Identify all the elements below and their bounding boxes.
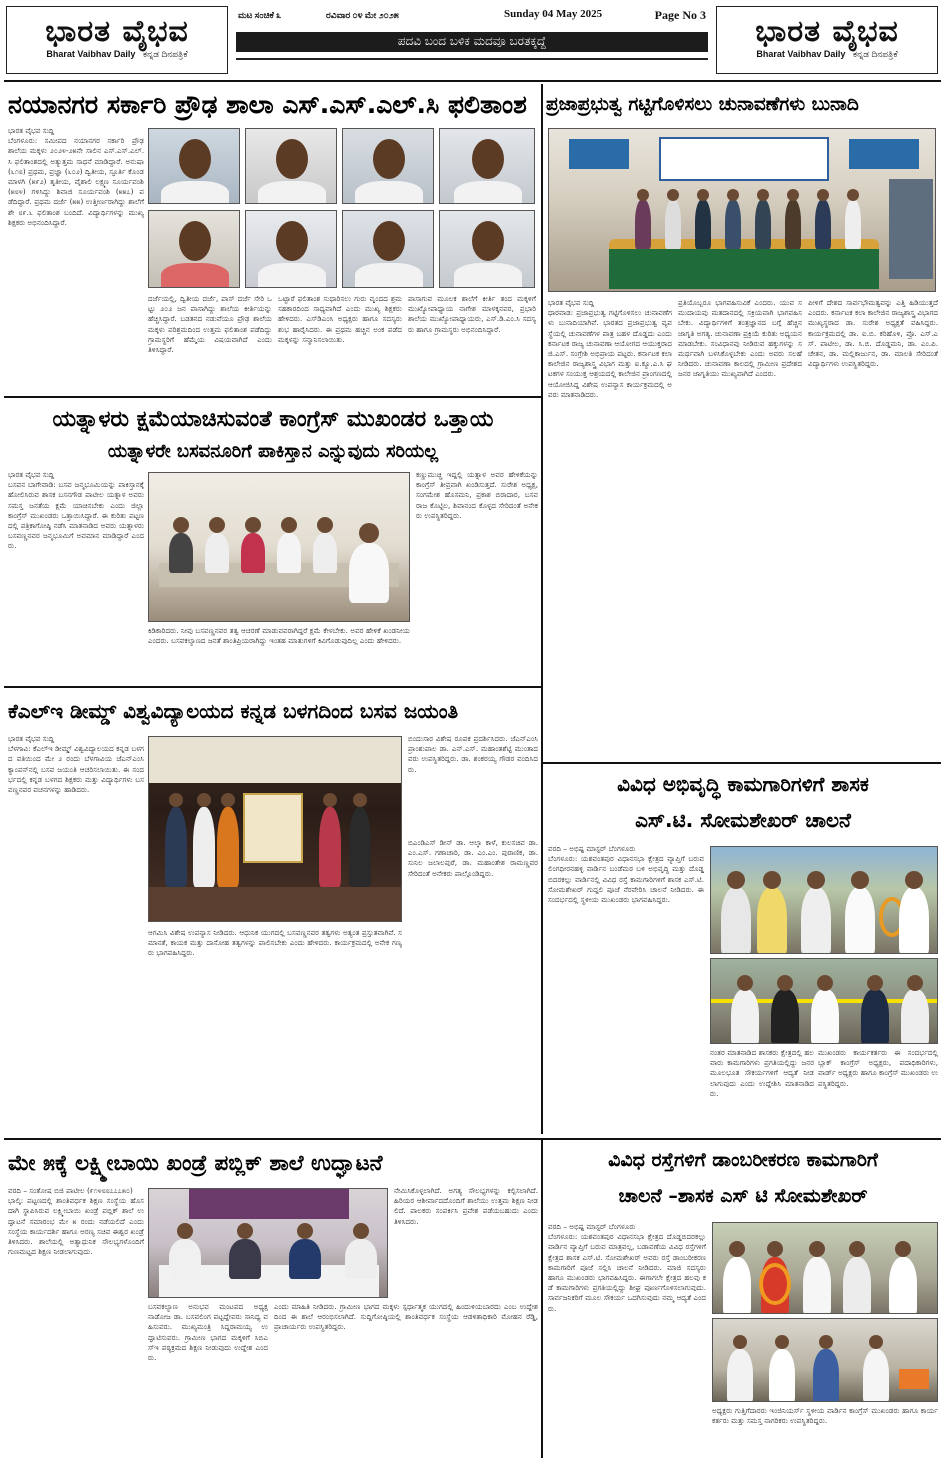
divider [543, 762, 941, 764]
headline-line-2: ಎಸ್.ಟಿ. ಸೋಮಶೇಖರ್ ಚಾಲನೆ [635, 808, 851, 832]
column-divider [541, 84, 543, 1134]
article-congress-column-1 [8, 470, 144, 680]
article-sslc-column-3: ಒಟ್ಟಾರೆ ಫಲಿತಾಂಶ ಸುಧಾರಿಸಲು ಗುರು ವೃಂದದ ಶ್ರಮ ಸಹಕಾರದಿಂದ ಸಾಧ್ಯವಾಗಿದೆ ಎಂದು ಮುಖ್ಯ ಶಿಕ್ಷಕರು ಹೇಳಿದರು. ಎಸ್‌ಡಿಎಂಸಿ ಅಧ್ಯಕ್ಷರು ಹಾಗೂ ಸದಸ್ಯರು ಶುಭ ಹಾರೈಸಿದರು. ಈ ಪ್ರಥಮ ಹಚ್ಚಿನ ಅಂಕ ಪಡೆದ ಮಕ್ಕಳನ್ನು ಸನ್ಮಾನಿಸಲಾಯಿತು. [278, 294, 402, 344]
byline: ಭಾರತ ವೈಭವ ಸುದ್ದಿ [8, 734, 55, 743]
masthead-subtitle-kn-right: ಕನ್ನಡ ದಿನಪತ್ರಿಕೆ [852, 49, 898, 59]
student-photo-grid [146, 128, 538, 288]
student-photo [245, 128, 337, 204]
byline: ವರದಿ – ಅಭಿಷ್ಟ ಮಾಸ್ಟರ್ ಬೆಂಗಳೂರು [548, 1222, 636, 1231]
byline: ಭಾರತ ವೈಭವ ಸುದ್ದಿ [8, 126, 55, 135]
headline-democracy-elections: ಪ್ರಜಾಪ್ರಭುತ್ವ ಗಟ್ಟಿಗೊಳಿಸಲು ಚುನಾವಣೆಗಳು ಬುನಾದಿ [546, 94, 859, 115]
event-photo-election-lecture [548, 128, 936, 292]
article-congress-column-2: ಕಣ್ಣುಮುಚ್ಚಿ ಇದ್ದಲ್ಲಿ ಯತ್ನಾಳ ಅವರ ಹೇಳಿಕೆಯನ್ನು ಕಾಂಗ್ರೆಸ್ ತೀವ್ರವಾಗಿ ಖಂಡಿಸುತ್ತದೆ. ಸುರೇಶ ಅಧ್ಯಕ್ಷ, ಸಂಗಮೇಶ ಹೊಸಮನಿ, ಪ್ರಕಾಶ ಬಿರಾದಾರ, ಬಸವರಾಜ ಕೊಟ್ಟಿಲ, ಶಿವಾನಂದ ಕೊಳ್ಳದ ಸೇರಿದಂತೆ ಅನೇಕರು ಉಪಸ್ಥಿತರಿದ್ದರು. [416, 470, 538, 520]
masthead-left [6, 6, 228, 74]
byline: ವರದಿ – ಸಂತೋಷ ಬಿಜಿ ಪಾಟೀಲ (೯೧೪೮೮೭೭೭೫೦) [8, 1186, 133, 1195]
article-road-column-2: ಅಧ್ಯಕ್ಷರು ಗುತ್ತಿಗೆದಾರರು ಇಂಜಿನಿಯರ್ಸ್ ಸ್ಥಳೀಯ ವಾರ್ಡಿನ ಕಾಂಗ್ರೆಸ್ ಮುಖಂಡರು ಹಾಗೂ ಕಾರ್ಯಕರ್ತರು ಮತ್ತು ಸಮಸ್ತ ನಾಗರಿಕರು ಉಪಸ್ಥಿತರಿದ್ದರು. [712, 1406, 938, 1426]
article-body: ಬೆಂಗಳೂರು: ಯಶವಂತಪುರ ವಿಧಾನಸಭಾ ಕ್ಷೇತ್ರದ ದೊಡ್ಡಬಿದರಕಲ್ಲು ವಾರ್ಡಿನ ವ್ಯಾಪ್ತಿಗೆ ಬರುವ ಮಾತ್ರವಲ್ಲ, ಬಡಾವಣೆಯ ವಿವಿಧ ರಸ್ತೆಗಳಿಗೆ ಕ್ಷೇತ್ರದ ಶಾಸಕ ಎಸ್.ಟಿ. ಸೋಮಶೇಖರ್ ಅವರು ರಸ್ತೆ ಡಾಂಬರೀಕರಣ ಕಾಮಗಾರಿಗೆ ಪೂಜೆ ಸಲ್ಲಿಸಿ ಚಾಲನೆ ನೀಡಿದರು. ಮಾಜಿ ಸದಸ್ಯರು ಹಾಗೂ ಮುಖಂಡರು ಭಾಗವಹಿಸಿದ್ದರು. ಈಗಾಗಲೇ ಕ್ಷೇತ್ರದ ಹಲವು ಕಡೆ ಕಾಮಗಾರಿಗಳು ಪ್ರಗತಿಯಲ್ಲಿದ್ದು ಶೀಘ್ರ ಪೂರ್ಣಗೊಳಿಸಲಾಗುವುದು. ಸಾರ್ವಜನಿಕರಿಗೆ ಮೂಲ ಸೌಕರ್ಯ ಒದಗಿಸುವುದು ನಮ್ಮ ಆದ್ಯತೆ ಎಂದರು. [548, 1232, 706, 1313]
article-development-column-3: ಮುಖಂಡರು ಕಾರ್ಯಕರ್ತರು ಈ ಸಂದರ್ಭದಲ್ಲಿ ಬ್ಲಾಕ್ ಕಾಂಗ್ರೆಸ್ ಅಧ್ಯಕ್ಷರು, ಪದಾಧಿಕಾರಿಗಳು, ವಾರ್ಡ್ ಅಧ್ಯಕ್ಷರು ಹಾಗೂ ಕಾಂಗ್ರೆಸ್ ಮುಖಂಡರು ಉಪಸ್ಥಿತರಿದ್ದರು. [818, 1048, 938, 1088]
article-body: ಬೆಂಗಳೂರು: ಯಶವಂತಪುರ ವಿಧಾನಸಭಾ ಕ್ಷೇತ್ರದ ವ್ಯಾಪ್ತಿಗೆ ಬರುವ ಲಿಂಗಧೀರನಹಳ್ಳಿ ವಾರ್ಡಿನ ಬಂಡೆಮಠ ಬಳಿ ಅಭಿವೃದ್ಧಿ ಮತ್ತು ದೊಡ್ಡ ಬಿದರಕಲ್ಲು ವಾರ್ಡಿನಲ್ಲಿ ವಿವಿಧ ರಸ್ತೆ ಕಾಮಗಾರಿಗಳಿಗೆ ಶಾಸಕ ಎಸ್.ಟಿ. ಸೋಮಶೇಖರ್ ಗುದ್ದಲಿ ಪೂಜೆ ನೆರವೇರಿಸಿ ಚಾಲನೆ ನೀಡಿದರು. ಈ ಸಂದರ್ಭದಲ್ಲಿ ಸ್ಥಳೀಯ ಮುಖಂಡರು ಭಾಗವಹಿಸಿದ್ದರು. [548, 854, 704, 905]
headline-school-inauguration: ಮೇ ೫ಕ್ಕೆ ಲಕ್ಷ್ಮೀಬಾಯಿ ಖಂಡ್ರೆ ಪಬ್ಲಿಕ್ ಶಾಲೆ ಉದ್ಘಾಟನೆ [8, 1151, 383, 1176]
article-school-column-4: ನೇಮಿಸಿಕೊಳ್ಳಲಾಗಿದೆ. ಅಗತ್ಯ ಸೌಲಭ್ಯಗಳನ್ನು ಕಲ್ಪಿಸಲಾಗಿದೆ. ಹಿರಿಯರ ಆಶೀರ್ವಾದದೊಂದಿಗೆ ಶಾಲೆಯು ಉತ್ತಮ ಶಿಕ್ಷಣ ನೀಡಲಿದೆ. ಪಾಲಕರು ಸಂಪರ್ಕಿಸಿ ಪ್ರವೇಶ ಪಡೆಯಬಹುದು ಎಂದು ತಿಳಿಸಿದರು. [394, 1186, 538, 1226]
article-sslc-column-4: ಪಾಸಾಗುವ ಮೂಲಕ ಶಾಲೆಗೆ ಕೀರ್ತಿ ತಂದ ಮಕ್ಕಳಿಗೆ ಮುಖ್ಯೋಪಾಧ್ಯಾಯ ನಾಗೇಶ ಮಾಳಕ್ಕನವರ, ಪ್ರಭಾರಿ ಶಾಲೆಯ ಮುಖ್ಯೋಪಾಧ್ಯಾಯರು, ಎಸ್.ಡಿ.ಎಂ.ಸಿ ಸದಸ್ಯರು ಹಾಗೂ ಗ್ರಾಮಸ್ಥರು ಅಭಿನಂದಿಸಿದ್ದಾರೆ. [408, 294, 536, 334]
article-basava-column-1 [8, 734, 144, 1134]
divider [4, 686, 541, 688]
tagline-banner: ಪದವಿ ಬಂದ ಬಳಿಕ ಮದವೂ ಬರತಕ್ಕದ್ದೆ [236, 32, 708, 52]
school-press-meet-photo [148, 1188, 388, 1298]
student-photo [342, 128, 434, 204]
headline-congress-demand: ಯತ್ನಾಳರು ಕ್ಷಮೆಯಾಚಿಸುವಂತೆ ಕಾಂಗ್ರೆಸ್ ಮುಖಂಡರ ಒತ್ತಾಯ [52, 407, 494, 432]
masthead-rule [236, 58, 708, 60]
article-democracy-column-2: ಪ್ರತಿಯೊಬ್ಬರೂ ಭಾಗವಹಿಸುವಿಕೆ ಎಂದರು. ಯುವ ಸಮುದಾಯವು ಮತದಾನದಲ್ಲಿ ಸಕ್ರಿಯವಾಗಿ ಭಾಗವಹಿಸಬೇಕು. ವಿದ್ಯಾರ್ಥಿಗಳಿಗೆ ತಂತ್ರಜ್ಞಾನದ ಬಗ್ಗೆ ಹೆಚ್ಚಿನ ಜಾಗೃತಿ ಅಗತ್ಯ. ಚುನಾವಣಾ ಪ್ರಕ್ರಿಯೆ ಕುರಿತು ಅಧ್ಯಯನ ಮಾಡಬೇಕು. ಸಂವಿಧಾನವು ನೀಡಿರುವ ಹಕ್ಕುಗಳನ್ನು ಸಮರ್ಥವಾಗಿ ಬಳಸಿಕೊಳ್ಳಬೇಕು ಎಂದು ಅವರು ಸಲಹೆ ನೀಡಿದರು. ಚುನಾವಣಾ ಕಾಲದಲ್ಲಿ ಗ್ರಾಮೀಣ ಪ್ರದೇಶದ ಜನರ ಜಾಗೃತಿಯು ಮುಖ್ಯವಾಗಿದೆ ಎಂದರು. [678, 298, 802, 379]
article-sslc-column-1 [8, 126, 144, 392]
date-kannada: ರವಿವಾರ ೦೪ ಮೇ ೨೦೨೫ [326, 10, 399, 20]
mla-felicitation-photo [710, 846, 938, 954]
headline-line-1: ವಿವಿಧ ರಸ್ತೆಗಳಿಗೆ ಡಾಂಬರೀಕರಣ ಕಾಮಗಾರಿಗೆ [608, 1149, 878, 1171]
student-photo [342, 210, 434, 288]
masthead-title-right: ಭಾರತ ವೈಭವ [755, 14, 899, 49]
student-photo [439, 128, 535, 204]
subheadline-congress-demand: ಯತ್ನಾಳರೇ ಬಸವನೂರಿಗೆ ಪಾಕಿಸ್ತಾನ ಎನ್ನುವುದು ಸರಿಯಲ್ಲ [107, 441, 439, 462]
headline-road-asphalting [546, 1142, 940, 1218]
masthead-right [716, 6, 938, 74]
masthead-title: ಭಾರತ ವೈಭವ [45, 14, 189, 49]
article-body: ಬೆಂಗಳೂರು: ಸಮೀಪದ ನಯಾನಗರ ಸರ್ಕಾರಿ ಪ್ರೌಢ ಶಾಲೆಯ ಮಕ್ಕಳು ೨೦೨೪-೨೫ನೇ ಸಾಲಿನ ಎಸ್.ಎಸ್.ಎಲ್.ಸಿ ಫಲಿತಾಂಶದಲ್ಲಿ ಅತ್ಯುತ್ತಮ ಸಾಧನೆ ಮಾಡಿದ್ದಾರೆ. ಅನುಷಾ (೬೧೮) ಪ್ರಥಮ, ಪ್ರಜ್ಞಾ (೬೦೨) ದ್ವಿತೀಯ, ಸ್ಫೂರ್ತಿ ಕೊಂಡ ಮಾಳಗಿ (೫೯೨) ತೃತೀಯ, ವೈಶಾಲಿ ಲಕ್ಷ್ಮಣ ಸೂರ್ಯವಂಶಿ (೫೮೪) ಗಳಿಸಿದ್ದು ಶಿವಾಜಿ ಸೂರ್ಯವಂಶಿ (೫೫೭) ಪಡೆದಿದ್ದಾರೆ. ಪ್ರಥಮ ದರ್ಜೆ (೫೫) ಉತ್ತೀರ್ಣರಾಗಿದ್ದು ಶಾಲೆಗೆ ಶೇ ೮೯.೬ ಫಲಿತಾಂಶ ಬಂದಿದೆ. ವಿದ್ಯಾರ್ಥಿಗಳನ್ನು ಮುಖ್ಯ ಶಿಕ್ಷಕರು ಅಭಿನಂದಿಸಿದ್ದಾರೆ. [8, 136, 144, 227]
article-sslc-column-2: ದರ್ಜೆಯಲ್ಲಿ, ದ್ವಿತೀಯ ದರ್ಜೆ, ಪಾಸ್ ದರ್ಜೆ ಸೇರಿ ಒಟ್ಟು ೨೦೨ ಜನ ಪಾಸಾಗಿದ್ದು ಶಾಲೆಯ ಕೀರ್ತಿಯನ್ನು ಹೆಚ್ಚಿಸಿದ್ದಾರೆ. ಬಡತನದ ನಡುವೆಯೂ ಪ್ರೌಢ ಶಾಲೆಯ ಮಕ್ಕಳು ಪರಿಶ್ರಮದಿಂದ ಉತ್ತಮ ಫಲಿತಾಂಶ ಪಡೆದಿದ್ದು ಗ್ರಾಮಸ್ಥರಿಗೆ ಹೆಮ್ಮೆಯ ವಿಷಯವಾಗಿದೆ ಎಂದು ತಿಳಿಸಿದ್ದಾರೆ. [148, 294, 272, 355]
article-basava-column-3: ಬಿಎಂಡಿಎಸ್ ಡೀನ್ ಡಾ. ಆಲ್ಕಾ ಕಾಳೆ, ಕುಲಸಚಿವ ಡಾ. ಎಂ.ಎಸ್. ಗಣಾಚಾರಿ, ಡಾ. ಎಂ.ಎಂ. ಪುರಾಣಿಕ, ಡಾ. ಸುನಿಲ ಜಲಾಲಪುರೆ, ಡಾ. ಮಹಾಂತೇಶ ರಾಮಣ್ಣವರ ಸೇರಿದಂತೆ ಅನೇಕರು ಪಾಲ್ಗೊಂಡಿದ್ದರು. [408, 838, 538, 878]
byline: ವರದಿ – ಅಭಿಷ್ಟ ಮಾಸ್ಟರ್ ಬೆಂಗಳೂರು [548, 844, 636, 853]
article-basava-column-2: ಆಗಮಿಸಿ ವಿಶೇಷ ಉಪನ್ಯಾಸ ನೀಡಿದರು. ಆಧುನಿಕ ಯುಗದಲ್ಲಿ ಬಸವಣ್ಣನವರ ತತ್ವಗಳು ಅತ್ಯಂತ ಪ್ರಸ್ತುತವಾಗಿವೆ. ಸಮಾನತೆ, ಕಾಯಕ ಮತ್ತು ದಾಸೋಹ ತತ್ವಗಳನ್ನು ಪಾಲಿಸಬೇಕು ಎಂದು ಹೇಳಿದರು. ಕಾರ್ಯಕ್ರಮದಲ್ಲಿ ಅನೇಕ ಗಣ್ಯರು ಭಾಗವಹಿಸಿದ್ದರು. [148, 928, 402, 958]
byline: ಭಾರತ ವೈಭವ ಸುದ್ದಿ [548, 298, 595, 307]
article-school-column-1 [8, 1186, 144, 1456]
article-road-column-1 [548, 1222, 706, 1456]
masthead-subtitle-en-right: Bharat Vaibhav Daily [756, 49, 846, 59]
masthead-subtitle-kn: ಕನ್ನಡ ದಿನಪತ್ರಿಕೆ [142, 49, 188, 59]
article-body: ಬೆಳಗಾವಿ: ಕೆಎಲ್‌ಇ ಡೀಮ್ಡ್ ವಿಶ್ವವಿದ್ಯಾಲಯದ ಕನ್ನಡ ಬಳಗದ ವತಿಯಿಂದ ಮೇ ೨ ರಂದು ಬೆಳಗಾವಿಯ ಜೆಎನ್‌ಎಂಸಿ ಕ್ಯಾಂಪಸ್‌ನಲ್ಲಿ ಬಸವ ಜಯಂತಿ ಆಚರಿಸಲಾಯಿತು. ಈ ಸಂದರ್ಭದಲ್ಲಿ ಕನ್ನಡ ಬಳಗದ ಶಿಕ್ಷಕರು ಮತ್ತು ವಿದ್ಯಾರ್ಥಿಗಳು ಬಸವಣ್ಣನವರ ವಚನಗಳನ್ನು ಹಾಡಿದರು. [8, 744, 144, 795]
headline-line-1: ವಿವಿಧ ಅಭಿವೃದ್ಧಿ ಕಾಮಗಾರಿಗಳಿಗೆ ಶಾಸಕ [617, 772, 869, 796]
student-photo [439, 210, 535, 288]
student-photo [245, 210, 337, 288]
headline-line-2: ಚಾಲನೆ –ಶಾಸಕ ಎಸ್ ಟಿ ಸೋಮಶೇಖರ್ [618, 1185, 868, 1207]
date-english: Sunday 04 May 2025 [504, 8, 603, 20]
basava-jayanti-stage-photo [148, 736, 402, 922]
issue-number: ಮಟ ಸಂಚಿಕೆ ೩ [238, 10, 282, 20]
article-body: ಬಸವನ ಬಾಗೇವಾಡಿ: ಬಸವ ಜನ್ಮಭೂಮಿಯನ್ನು ಪಾಕಿಸ್ತಾನಕ್ಕೆ ಹೋಲಿಸಿರುವ ಶಾಸಕ ಬಸನಗೌಡ ಪಾಟೀಲ ಯತ್ನಾಳ ಅವರು ಸಮಸ್ತ ಜನತೆಯ ಕ್ಷಮೆ ಯಾಚಿಸಬೇಕು ಎಂದು ಜಿಲ್ಲಾ ಕಾಂಗ್ರೆಸ್ ಮುಖಂಡರು ಒತ್ತಾಯಿಸಿದ್ದಾರೆ. ಈ ಕುರಿತು ಪಟ್ಟಣದಲ್ಲಿ ಪತ್ರಿಕಾಗೋಷ್ಠಿ ನಡೆಸಿ ಮಾತನಾಡಿದ ಅವರು ಯತ್ನಾಳರು ಬಸವಣ್ಣನವರ ಜನ್ಮಭೂಮಿಗೆ ಅವಮಾನ ಮಾಡಿದ್ದಾರೆ ಎಂದರು. [8, 480, 144, 551]
article-school-column-3: ಎಂದು ಮಾಹಿತಿ ನೀಡಿದರು. ಗ್ರಾಮೀಣ ಭಾಗದ ಮಕ್ಕಳು ಸ್ಪರ್ಧಾತ್ಮಕ ಯುಗದಲ್ಲಿ ಹಿಂದುಳಿಯಬಾರದು ಎಂಬ ಉದ್ದೇಶದಿಂದ ಈ ಶಾಲೆ ಆರಂಭಿಸಲಾಗಿದೆ. ಸುದ್ದಿಗೋಷ್ಠಿಯಲ್ಲಿ ಶಾಂತಿವರ್ಧಕ ಸಂಸ್ಥೆಯ ಆಡಳಿತಾಧಿಕಾರಿ ಮೋಹನ ರೆಡ್ಡಿ, ಪ್ರಾಚಾರ್ಯರು ಉಪಸ್ಥಿತರಿದ್ದರು. [274, 1302, 538, 1332]
divider [4, 80, 941, 82]
masthead-subtitle-en: Bharat Vaibhav Daily [46, 49, 136, 59]
student-photo [148, 210, 240, 288]
article-body: ಭಾಲ್ಕಿ: ಪಟ್ಟಣದಲ್ಲಿ ಶಾಂತಿವರ್ಧಕ ಶಿಕ್ಷಣ ಸಂಸ್ಥೆಯ ಹೊಸದಾಗಿ ಸ್ಥಾಪಿಸಿರುವ ಲಕ್ಷ್ಮೀಬಾಯಿ ಖಂಡ್ರೆ ಪಬ್ಲಿಕ್ ಶಾಲೆ ಉದ್ಘಾಟನೆ ಸಮಾರಂಭ ಮೇ ೫ ರಂದು ನಡೆಯಲಿದೆ ಎಂದು ಸಂಸ್ಥೆಯ ಕಾರ್ಯದರ್ಶಿ ಹಾಗೂ ಅರಣ್ಯ ಸಚಿವ ಈಶ್ವರ ಖಂಡ್ರೆ ತಿಳಿಸಿದರು. ಶಾಲೆಯಲ್ಲಿ ಅತ್ಯಾಧುನಿಕ ಸೌಲಭ್ಯಗಳೊಂದಿಗೆ ಗುಣಮಟ್ಟದ ಶಿಕ್ಷಣ ನೀಡಲಾಗುವುದು. [8, 1196, 144, 1257]
headline-basava-jayanti: ಕೆಎಲ್‌ಇ ಡೀಮ್ಡ್ ವಿಶ್ವವಿದ್ಯಾಲಯದ ಕನ್ನಡ ಬಳಗದಿಂದ ಬಸವ ಜಯಂತಿ [8, 699, 459, 723]
article-school-column-2: ಬಸವಕಲ್ಯಾಣ ಅನುಭವ ಮಂಟಪದ ಅಧ್ಯಕ್ಷ ನಾಡೋಜ ಡಾ. ಬಸವಲಿಂಗ ಪಟ್ಟದ್ದೇವರು ಸಾನಿಧ್ಯ ವಹಿಸುವರು. ಮುಖ್ಯಮಂತ್ರಿ ಸಿದ್ದರಾಮಯ್ಯ ಉದ್ಘಾಟಿಸುವರು. ಗ್ರಾಮೀಣ ಭಾಗದ ಮಕ್ಕಳಿಗೆ ಸಿಬಿಎಸ್‌ಇ ಪಠ್ಯಕ್ರಮದ ಶಿಕ್ಷಣ ನೀಡುವುದು ಉದ್ದೇಶ ಎಂದರು. [148, 1302, 268, 1363]
divider [4, 396, 541, 398]
headline-development-works [546, 766, 940, 840]
student-photo [148, 128, 240, 204]
page-number: Page No 3 [654, 8, 706, 22]
article-development-column-1 [548, 844, 704, 1134]
column-divider [541, 1140, 543, 1458]
headline-sslc-result: ನಯಾನಗರ ಸರ್ಕಾರಿ ಪ್ರೌಢ ಶಾಲಾ ಎಸ್.ಎಸ್.ಎಲ್.ಸಿ ಫಲಿತಾಂಶ [8, 90, 527, 119]
road-works-felicitation-photo [712, 1222, 938, 1314]
article-development-column-2: ನಂತರ ಮಾತನಾಡಿದ ಶಾಸಕರು ಕ್ಷೇತ್ರದಲ್ಲಿ ಹಲವಾರು ಕಾಮಗಾರಿಗಳು ಪ್ರಗತಿಯಲ್ಲಿದ್ದು ಜನರ ಮೂಲಭೂತ ಸೌಕರ್ಯಗಳಿಗೆ ಆದ್ಯತೆ ನೀಡಲಾಗುವುದು ಎಂದು ಉದ್ದೇಶಿಸಿ ಮಾತನಾಡಿದರು. [710, 1048, 814, 1098]
article-democracy-column-1 [548, 298, 672, 658]
road-works-pooja-photo [712, 1318, 938, 1402]
press-meet-photo [148, 472, 410, 622]
article-basava-column-4: ಬಿಂದುಸಾರ ವಿಶೇಷ ರೂಪಕ ಪ್ರದರ್ಶಿಸಿದರು. ಜೆಎನ್‌ಎಂಸಿ ಪ್ರಾಂಶುಪಾಲ ಡಾ. ಎನ್.ಎಸ್. ಮಹಾಂತಶೆಟ್ಟಿ ಮುಂತಾದವರು ಉಪಸ್ಥಿತರಿದ್ದರು. ಡಾ. ಶಂಕರಯ್ಯ ಗೌಡರ ವಂದಿಸಿದರು. [408, 734, 538, 774]
article-democracy-column-3: ಪೀಳಿಗೆ ದೇಶದ ಸಾರ್ವಭೌಮತ್ವವನ್ನು ಎತ್ತಿ ಹಿಡಿಯುತ್ತದೆ ಎಂದರು. ಕರ್ನಾಟಕ ಕಲಾ ಕಾಲೇಜಿನ ರಾಜ್ಯಶಾಸ್ತ್ರ ವಿಭಾಗದ ಮುಖ್ಯಸ್ಥರಾದ ಡಾ. ಸುರೇಶ ಅಧ್ಯಕ್ಷತೆ ವಹಿಸಿದ್ದರು. ಕಾರ್ಯಕ್ರಮದಲ್ಲಿ ಡಾ. ಐ.ಬಿ. ಕರಿಹೊಳಿ, ಪ್ರೊ. ಎಸ್.ಎಸ್. ಪಾಟೀಲ, ಡಾ. ಸಿ.ಬಿ. ದೊಡ್ಡಮನಿ, ಡಾ. ಎಂ.ಪಿ. ಚೇತನ, ಡಾ. ಮಲ್ಲಿಕಾರ್ಜುನ, ಡಾ. ಮಾಲತಿ ಸೇರಿದಂತೆ ವಿದ್ಯಾರ್ಥಿಗಳು ಉಪಸ್ಥಿತರಿದ್ದರು. [808, 298, 938, 369]
article-body: ಧಾರವಾಡ: ಪ್ರಜಾಪ್ರಭುತ್ವ ಗಟ್ಟಿಗೊಳಿಸಲು ಚುನಾವಣೆಗಳು ಬುನಾದಿಯಾಗಿವೆ. ಭಾರತದ ಪ್ರಜಾಪ್ರಭುತ್ವ ವ್ಯವಸ್ಥೆಯಲ್ಲಿ ಚುನಾವಣೆಗಳ ಪಾತ್ರ ಬಹಳ ದೊಡ್ಡದು ಎಂದು ಕರ್ನಾಟಕ ರಾಜ್ಯ ಚುನಾವಣಾ ಆಯೋಗದ ಆಯುಕ್ತರಾದ ಜಿ.ಎಸ್. ಸಂಗ್ರೇಶಿ ಅಭಿಪ್ರಾಯ ಪಟ್ಟರು. ಕರ್ನಾಟಕ ಕಲಾ ಕಾಲೇಜಿನ ರಾಜ್ಯಶಾಸ್ತ್ರ ವಿಭಾಗ ಮತ್ತು ಐ.ಕ್ಯೂ.ಎ.ಸಿ ಘಟಕಗಳ ಸಂಯುಕ್ತ ಆಶ್ರಯದಲ್ಲಿ ಕಾಲೇಜಿನ ಪ್ರಾಂಗಣದಲ್ಲಿ ಆಯೋಜಿಸಿದ್ದ ವಿಶೇಷ ಉಪನ್ಯಾಸ ಕಾರ್ಯಕ್ರಮದಲ್ಲಿ ಅವರು ಮಾತನಾಡಿದರು. [548, 308, 672, 399]
ribbon-cutting-photo [710, 958, 938, 1044]
divider [4, 1138, 941, 1140]
top-info-bar [236, 8, 708, 26]
article-congress-column-3: ಕಿಡಿಕಾರಿದರು. ನೀವು ಬಸವಣ್ಣನವರ ತತ್ವ ಆಚರಣೆ ಮಾಡುವವರಾಗಿದ್ದರೆ ಕ್ಷಮೆ ಕೇಳಬೇಕು. ಅವರ ಹೇಳಿಕೆ ಖಂಡನೀಯ ಎಂದರು. ಬಸವಕಲ್ಯಾಣದ ಜನತೆ ಶಾಂತಿಪ್ರಿಯರಾಗಿದ್ದು ಇಂತಹ ಮಾತುಗಳಿಗೆ ಕಿವಿಗೊಡುವುದಿಲ್ಲ ಎಂದು ಹೇಳಿದರು. [148, 626, 410, 646]
byline: ಭಾರತ ವೈಭವ ಸುದ್ದಿ [8, 470, 55, 479]
